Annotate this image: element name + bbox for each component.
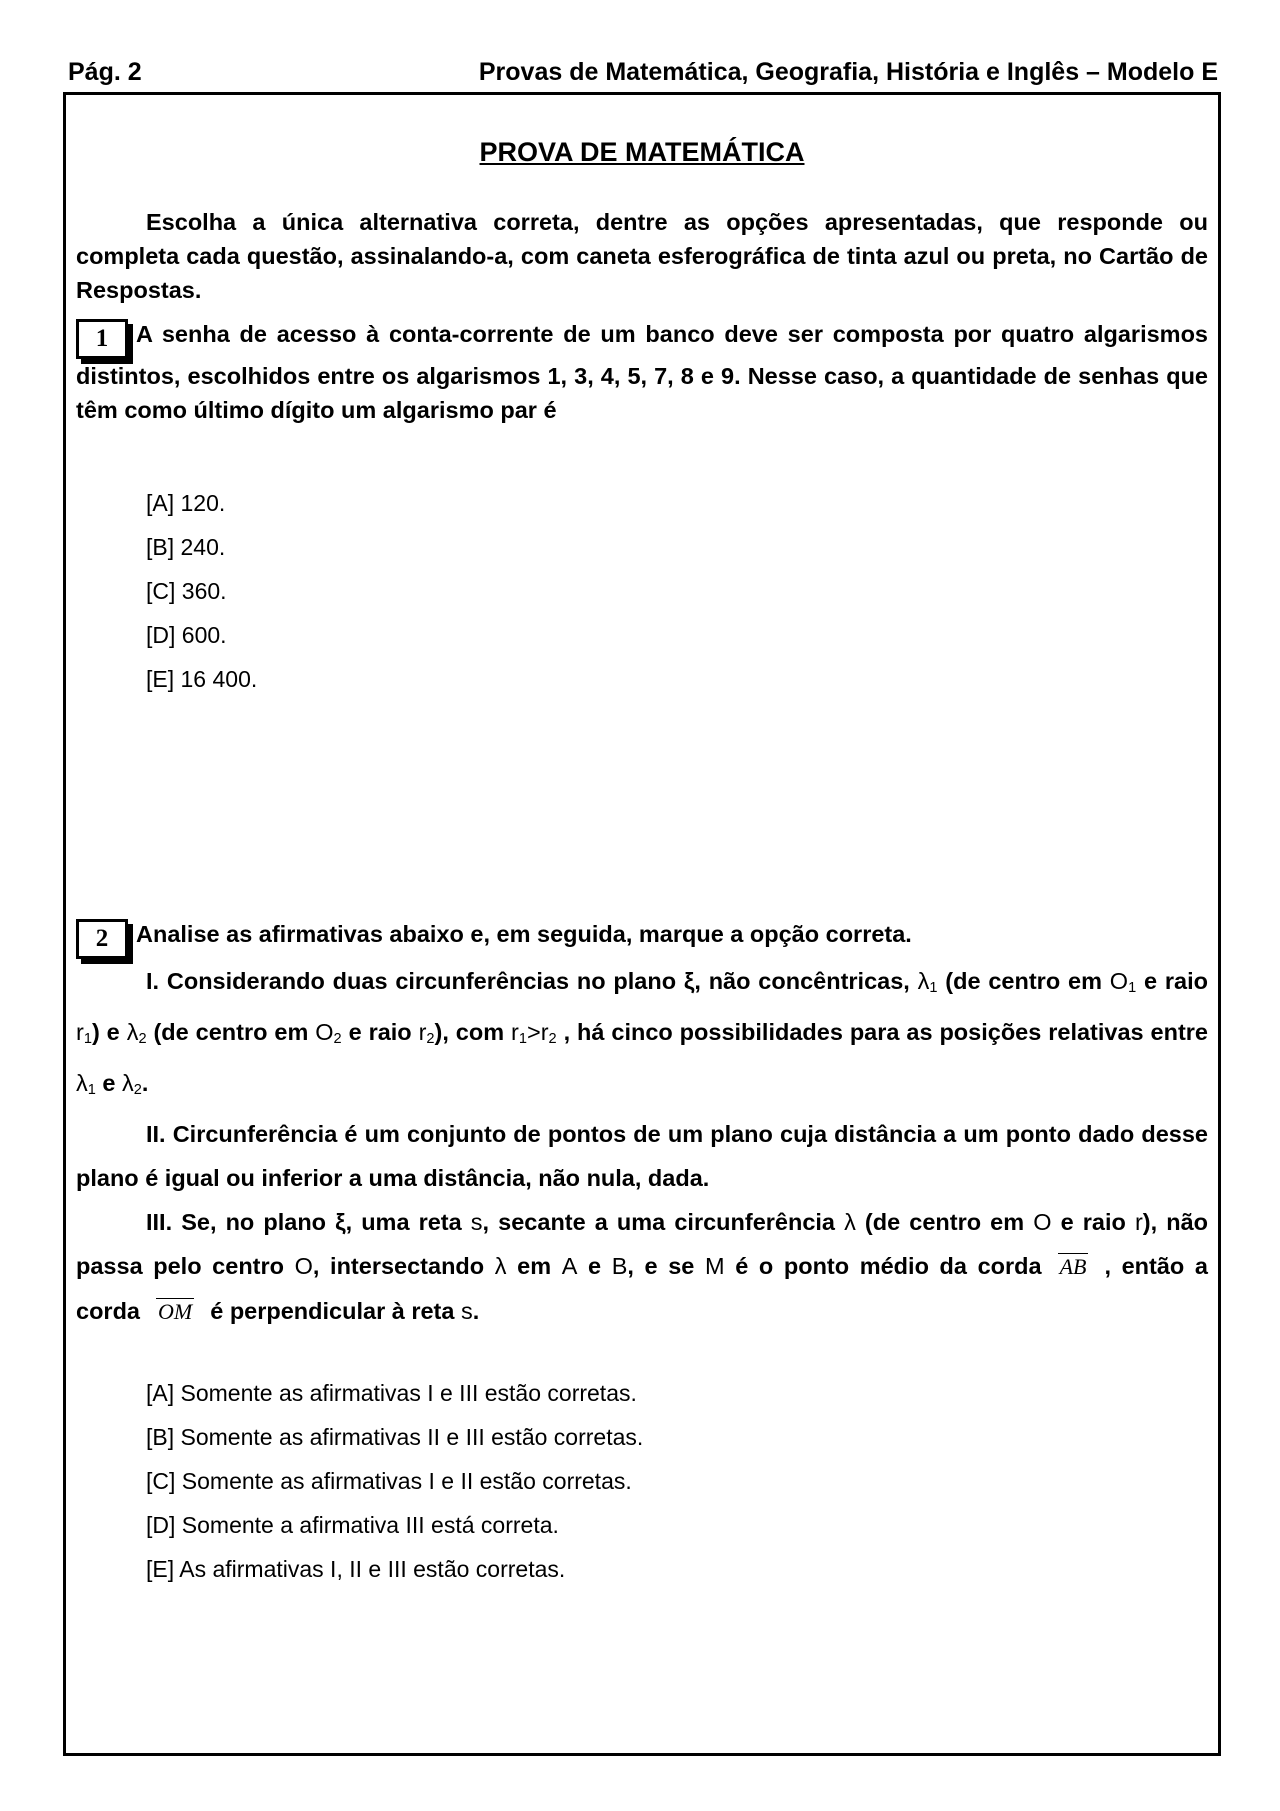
statement-ii: II. Circunferência é um conjunto de pontos de um plano cuja distância a um ponto dado desse plano é igual ou inferior a uma distância, não nula, dada. — [76, 1121, 1208, 1191]
question-2-intro: Analise as afirmativas abaixo e, em seguida, marque a opção correta. — [136, 921, 912, 947]
question-1-options — [146, 481, 257, 701]
question-2 — [76, 917, 1208, 1334]
segment-ab: AB — [1059, 1254, 1087, 1279]
exam-title: PROVA DE MATEMÁTICA — [479, 137, 805, 167]
option-b[interactable]: [B] Somente as afirmativas II e III estão corretas. — [146, 1424, 644, 1450]
question-number-box: 1 — [76, 319, 128, 359]
question-number-box: 2 — [76, 919, 128, 959]
option-b[interactable]: [B] 240. — [146, 534, 226, 560]
page-header — [66, 58, 1220, 92]
option-d[interactable]: [D] 600. — [146, 622, 227, 648]
header-title: Provas de Matemática, Geografia, História e Inglês – Modelo E — [478, 58, 1218, 86]
statement-i: I. Considerando duas circunferências no plano ξ, não concêntricas, $\lambda_1$ (de centro em $O_1$ e raio $r_1$) e $\lambda_2$ (de centro em $O_2$ e raio $r_2$), com $r_1>r_2$ , há cinco possibilidades para as posições relativas entre $\lambda_1$ e $\lambda_2$. — [76, 968, 1208, 1098]
question-1 — [76, 317, 1208, 427]
question-1-text: A senha de acesso à conta-corrente de um banco deve ser composta por quatro algarismos distintos, escolhidos entre os algarismos 1, 3, 4, 5, 7, 8 e 9. Nesse caso, a quantidade de senhas que têm como último dígito um algarismo par é — [76, 321, 1208, 423]
option-a[interactable]: [A] 120. — [146, 490, 226, 516]
page-number: Pág. 2 — [68, 58, 142, 86]
option-e[interactable]: [E] As afirmativas I, II e III estão corretas. — [146, 1556, 566, 1582]
option-d[interactable]: [D] Somente a afirmativa III está correta. — [146, 1512, 559, 1538]
segment-om: OM — [158, 1299, 193, 1324]
instructions: Escolha a única alternativa correta, dentre as opções apresentadas, que responde ou completa cada questão, assinalando-a, com caneta esferográfica de tinta azul ou preta, no Cartão de Respostas. — [76, 209, 1208, 303]
question-2-options — [146, 1371, 643, 1591]
statement-iii: III. Se, no plano ξ, uma reta s, secante a uma circunferência λ (de centro em O e raio r), não passa pelo centro O, intersectando λ em A e B, e se M é o ponto médio da corda AB , então a corda OM é perpendicular à reta s. — [76, 1209, 1209, 1324]
exam-frame — [63, 92, 1221, 1756]
option-a[interactable]: [A] Somente as afirmativas I e III estão corretas. — [146, 1380, 637, 1406]
option-e[interactable]: [E] 16 400. — [146, 666, 258, 692]
option-c[interactable]: [C] 360. — [146, 578, 227, 604]
option-c[interactable]: [C] Somente as afirmativas I e II estão corretas. — [146, 1468, 632, 1494]
